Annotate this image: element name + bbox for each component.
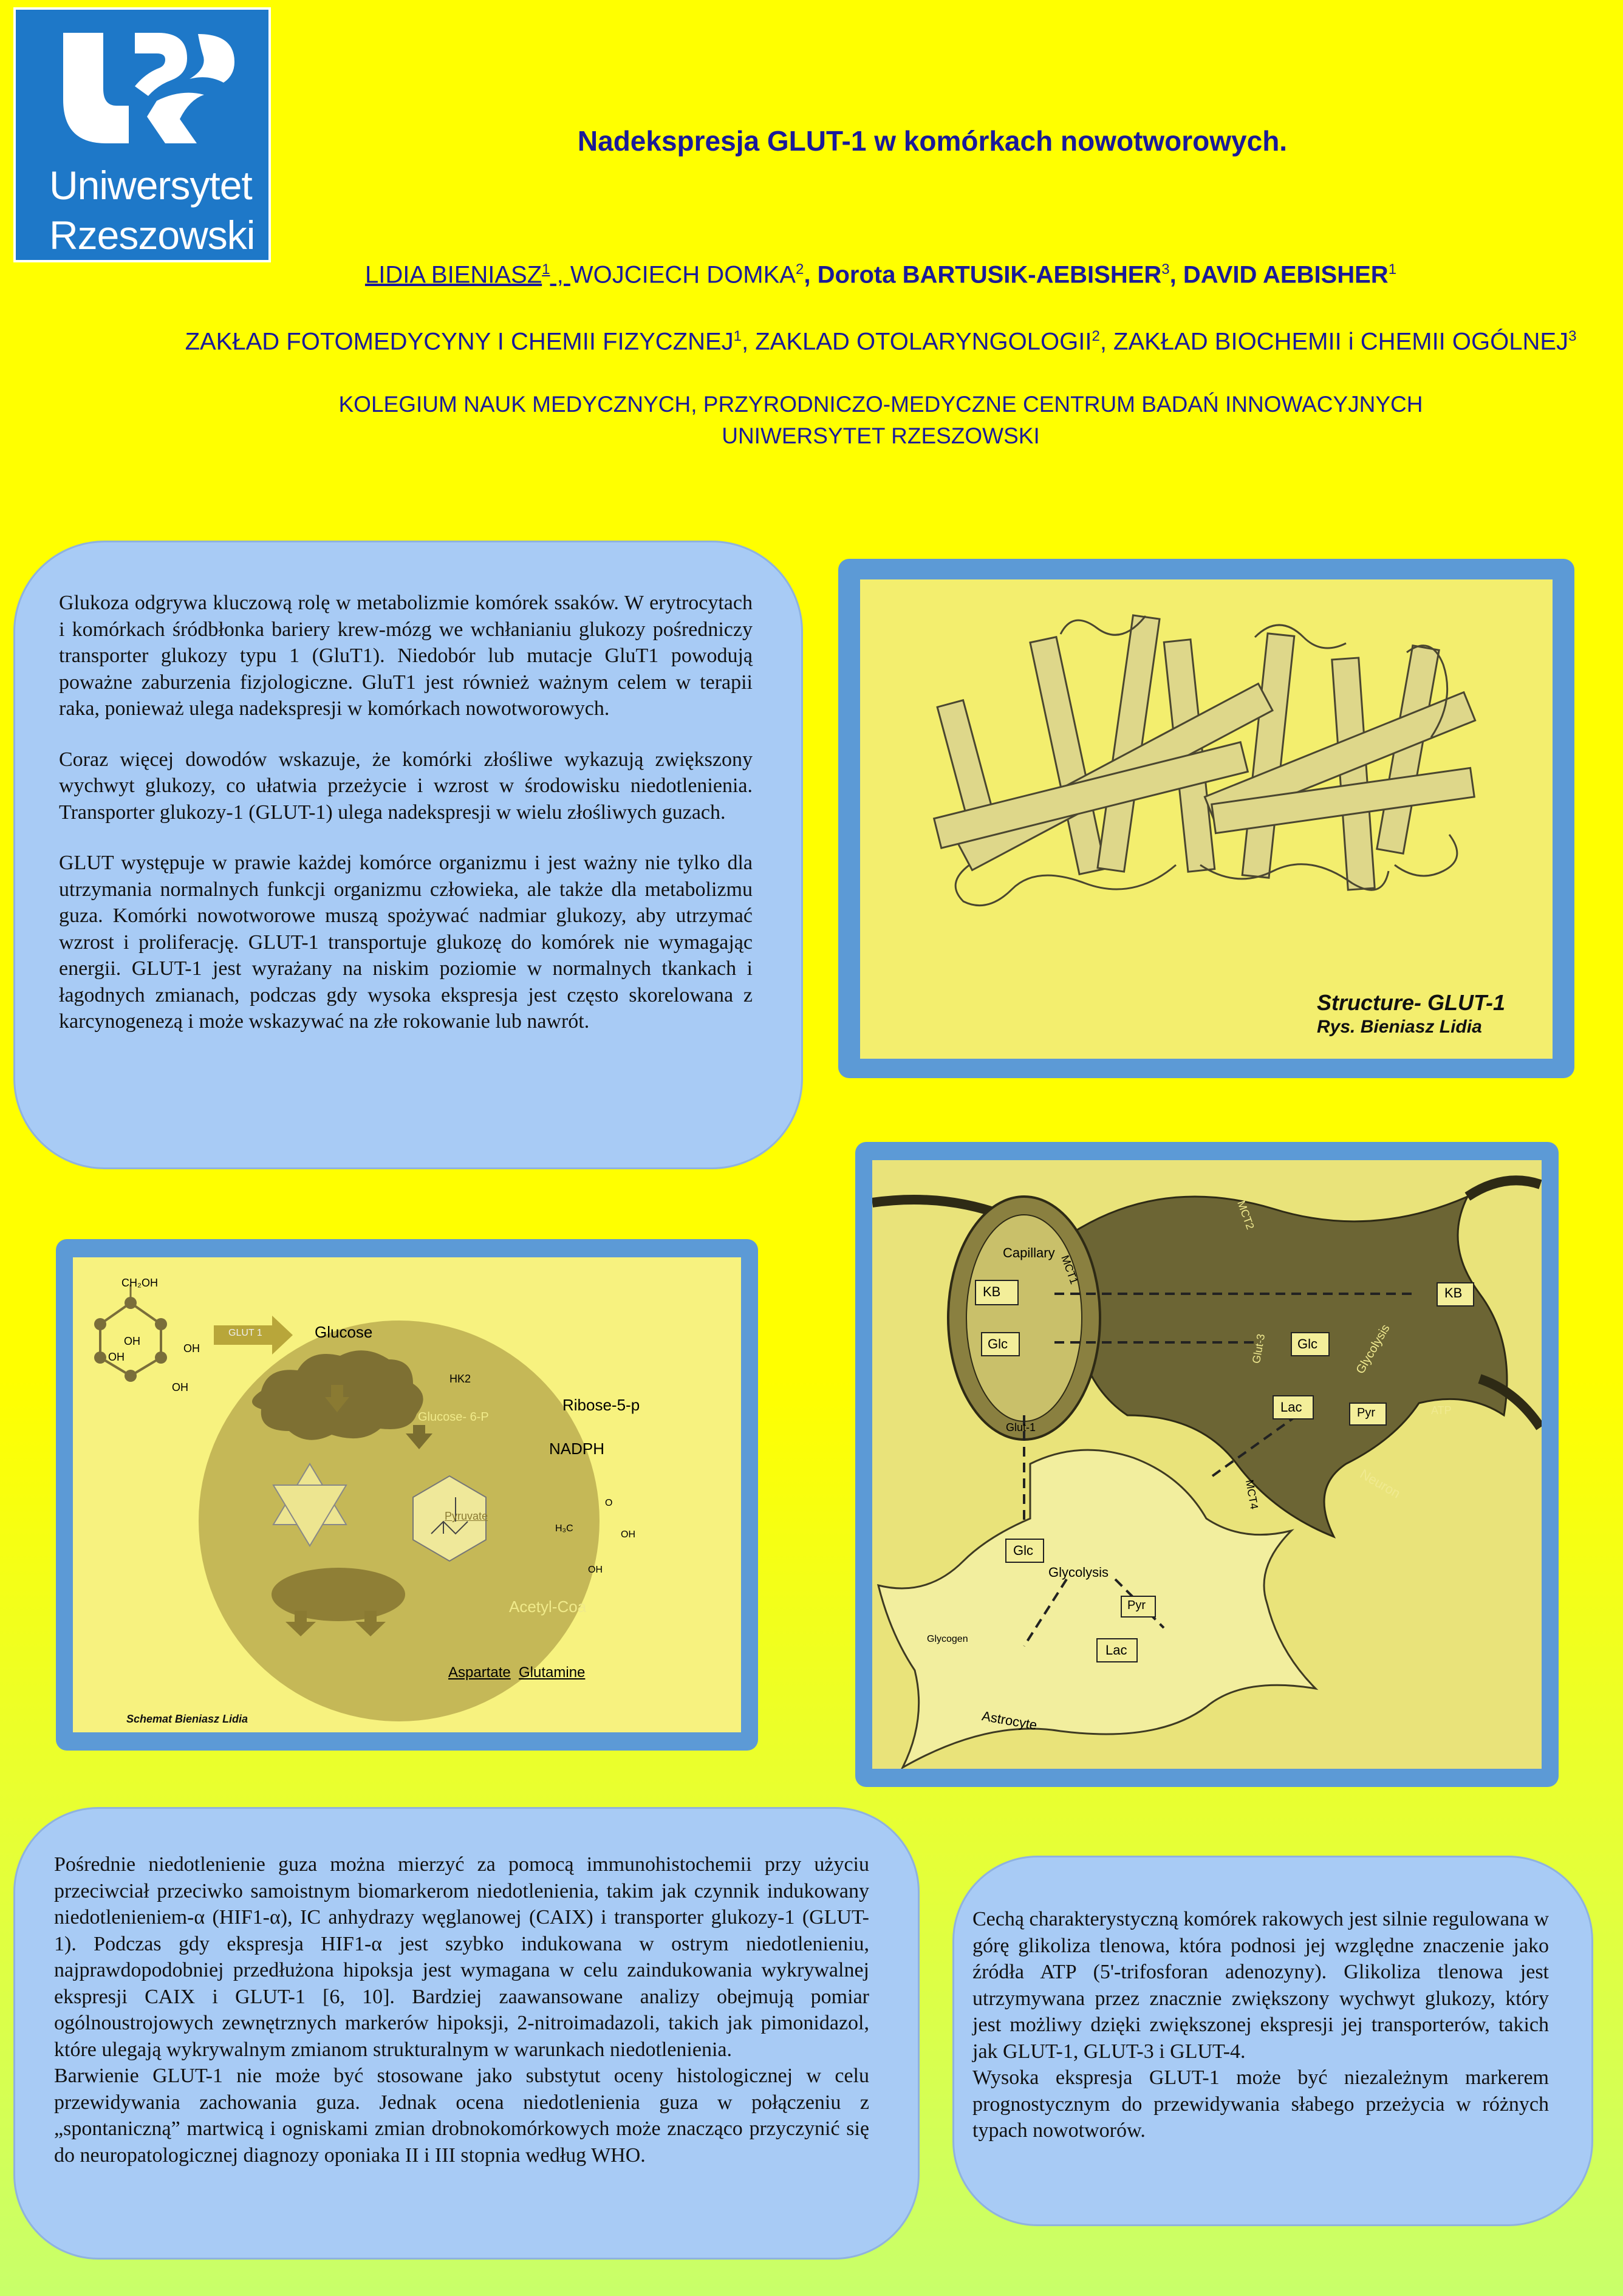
label-mct2: MCT2 (1235, 1198, 1257, 1231)
dept-3: , ZAKŁAD BIOCHEMII i CHEMII OGÓLNEJ (1099, 328, 1569, 355)
poster-title: Nadekspresja GLUT-1 w komórkach nowotworowych. (577, 125, 1288, 157)
label-glucose: Glucose (315, 1323, 373, 1341)
intro-paragraph-2: Coraz więcej dowodów wskazuje, że komórki złośliwe wykazują zwiększony wychwyt glukozy, co ułatwia przeżycie i wzrost w środowisku niedotlenienia. Transporter glukozy-1 (GLUT-1) ulega nadekspresji w wielu złośliwych guzach. (59, 748, 753, 824)
label-lac-astro: Lac (1105, 1642, 1127, 1658)
university-logo (13, 7, 271, 262)
author-4: DAVID AEBISHER (1183, 261, 1389, 289)
label-lactate-oh2: OH (588, 1565, 603, 1575)
label-lactate-oh: OH (621, 1529, 635, 1540)
glut1-structure-drawing (860, 579, 1553, 1059)
neuro-metabolism-drawing (872, 1160, 1542, 1769)
author-3: Dorota BARTUSIK-AEBISHER (817, 261, 1162, 289)
acetyl-coa-ellipse (272, 1568, 405, 1621)
fig1-caption-title: Structure- GLUT-1 (1317, 990, 1506, 1015)
label-glycolysis-top: Glycolysis (1353, 1322, 1393, 1376)
label-pyr-astro: Pyr (1127, 1599, 1146, 1612)
loop-1 (955, 865, 1176, 906)
dept-1: ZAKŁAD FOTOMEDYCYNY I CHEMII FIZYCZNEJ (185, 328, 734, 355)
author-4-sup: 1 (1388, 261, 1397, 278)
author-2-sup: 2 (796, 261, 804, 278)
label-nadph: NADPH (549, 1440, 605, 1458)
author-1-sup: 1 (542, 261, 550, 278)
glut1-structure-figure (838, 559, 1574, 1078)
metabolic-scheme-svg (73, 1257, 741, 1732)
metabolic-scheme-drawing (73, 1257, 741, 1732)
label-capillary: Capillary (1003, 1245, 1055, 1260)
label-aspartate: Aspartate (448, 1664, 511, 1681)
label-glycogen: Glycogen (927, 1634, 968, 1644)
label-kb-right: KB (1444, 1285, 1463, 1300)
fig3-caption: Schemat Bieniasz Lidia (126, 1713, 248, 1725)
college-line1: KOLEGIUM NAUK MEDYCZNYCH, PRZYRODNICZO-MEDYCZNE CENTRUM BADAŃ INNOWACYJNYCH (338, 392, 1423, 417)
label-pyr-top: Pyr (1357, 1406, 1375, 1420)
intro-paragraph-3: GLUT występuje w prawie każdej komórce organizmu i jest ważny nie tylko dla utrzymania normalnych funkcji organizmu człowieka, ale także dla metabolizmu guza. Komórki nowotworowe muszą spożywać nadmiar glukozy, aby utrzymać wzrost i proliferację. GLUT-1 transportuje glukozę do komórek nie wymagając energii. GLUT-1 jest wyrażany na niskim poziomie w normalnych tkankach i łagodnych zmianach, podczas gdy wysoka ekspresja jest często skorelowana z karcynogenezą i może wskazywać na złe rokowanie lub nawrót. (59, 852, 753, 1033)
departments-line (182, 328, 1579, 355)
label-ch2oh: CH₂OH (121, 1277, 158, 1289)
label-glc-mid: Glc (1297, 1336, 1317, 1351)
label-astrocyte: Astrocyte (980, 1708, 1039, 1733)
glycolysis-paragraph-1: Cechą charakterystyczną komórek rakowych jest silnie regulowana w górę glikoliza tlenowa, która podnosi jej względne znaczenie jako źródła ATP (5'-trifosforan adenozyny). Glikoliza tlenowa jest utrzymywana przez znacznie zwiększony wychwyt glukozy, który jest możliwy dzięki zwiększonej ekspresji jej transporterów, takich jak GLUT-1, GLUT-3 i GLUT-4. (972, 1908, 1549, 2063)
glut1-helix-sketch (860, 579, 1553, 1059)
author-sep-1: , (550, 261, 570, 289)
logo-line2: Rzeszowski (49, 213, 255, 258)
intro-paragraph-1: Glukoza odgrywa kluczową rolę w metabolizmie komórek ssaków. W erytrocytach i komórkach śródbłonka bariery krew-mózg we wchłanianiu glukozy pośredniczy transporter glukozy typu 1 (GluT1). Niedobór lub mutacje GluT1 powodują poważne zaburzenia fizjologiczne. GluT1 jest również ważnym celem w terapii raka, ponieważ ulega nadekspresji w komórkach nowotworowych. (59, 592, 753, 720)
hypoxia-paragraph-2: Barwienie GLUT-1 nie może być stosowane jako substytut oceny histologicznej w celu przewidywania zachowania guza. Jednak ocena niedotlenienia guza w połączeniu z „spontaniczną” martwicą i ogniskami zmian drobnokomórkowych może znacząco przyczynić się do neuropatologicznej diagnozy oponiaka II i III stopnia według WHO. (54, 2065, 869, 2167)
college-line2: UNIWERSYTET RZESZOWSKI (722, 423, 1040, 448)
label-oh-2: OH (108, 1351, 125, 1363)
label-oh-3: OH (183, 1342, 200, 1355)
label-hk2: HK2 (449, 1373, 471, 1385)
logo-line1: Uniwersytet (49, 163, 252, 208)
author-2: WOJCIECH DOMKA (570, 261, 796, 289)
author-3-sup: 3 (1161, 261, 1170, 278)
label-acetyl-coa: Acetyl-Coa (509, 1597, 587, 1616)
hypoxia-paragraph-1: Pośrednie niedotlenienie guza można mierzyć za pomocą immunohistochemii przy użyciu przeciwciał przeciwko samoistnym biomarkerom niedotlenienia, takim jak czynnik indukowany niedotlenieniem-α (HIF1-α), IC anhydrazy węglanowej (CAIX) i transporter glukozy-1 (GLUT-1). Podczas gdy ekspresja HIF1-α jest szybko indukowana w ostrym niedotlenieniu, najprawdopodobniej przedłużona hipoksja jest wymagana w celu zaindukowania wykrywalnej ekspresji CAIX i GLUT-1 [6, 10]. Bardziej zaawansowane analizy obejmują pomiar ogólnoustrojowych zewnętrznych markerów hipoksji, 2-nitroimadazoli, takich jak pimonidazol, które ulegają wykrywalnym zmianom strukturalnym w warunkach niedotlenienia. (54, 1853, 869, 2061)
label-mct4: MCT4 (1243, 1478, 1261, 1511)
label-kb-left: KB (983, 1284, 1001, 1299)
dept-2: , ZAKLAD OTOLARYNGOLOGII (742, 328, 1092, 355)
label-atp: ATP (1431, 1404, 1452, 1416)
label-neuron: Neuron (1357, 1466, 1403, 1502)
college-block (182, 389, 1579, 452)
label-oh-1: OH (124, 1335, 140, 1347)
glycolysis-paragraph-2: Wysoka ekspresja GLUT-1 może być niezależnym markerem prognostycznym do przewidywania słabego przeżycia w różnych typach nowotworów. (972, 2066, 1549, 2142)
dept-3-sup: 3 (1568, 328, 1577, 344)
neuron-astrocyte-sketch (872, 1160, 1542, 1769)
label-ribose: Ribose-5-p (562, 1396, 640, 1414)
metabolic-scheme-figure (56, 1239, 758, 1751)
label-oh-4: OH (172, 1381, 188, 1393)
label-glycolysis-astro: Glycolysis (1048, 1565, 1109, 1580)
neuro-metabolism-figure (855, 1142, 1559, 1787)
author-1: LIDIA BIENIASZ (364, 261, 542, 289)
label-glutamine: Glutamine (519, 1664, 586, 1681)
logo-text (49, 160, 255, 260)
dept-1-sup: 1 (733, 328, 742, 344)
author-sep-2: , (804, 261, 818, 289)
label-lactate-o: O (605, 1498, 613, 1508)
hypoxia-text-box (13, 1807, 920, 2260)
label-mct1: MCT1 (1059, 1253, 1081, 1286)
label-glut3: Glut-3 (1249, 1333, 1268, 1365)
label-glc-left: Glc (988, 1336, 1008, 1351)
label-glut1-arrow: GLUT 1 (228, 1328, 262, 1338)
label-pyruvate: Pyruvate (445, 1510, 488, 1522)
dept-2-sup: 2 (1092, 328, 1100, 344)
label-lac-top: Lac (1280, 1399, 1302, 1415)
glycolysis-text-box (952, 1856, 1593, 2226)
author-sep-3: , (1169, 261, 1183, 289)
logo-emblem-icon (16, 10, 268, 155)
label-glc-astro: Glc (1013, 1543, 1033, 1558)
intro-text-box (13, 541, 803, 1169)
helix-5 (1242, 634, 1294, 878)
label-glucose6p: Glucose- 6-P (418, 1410, 489, 1424)
fig1-caption-author: Rys. Bieniasz Lidia (1317, 1017, 1482, 1037)
label-glut1: Glut-1 (1006, 1421, 1036, 1433)
label-lactate-h3c: H₃C (555, 1523, 573, 1534)
helix-1 (1030, 637, 1105, 875)
authors-line (182, 261, 1579, 289)
